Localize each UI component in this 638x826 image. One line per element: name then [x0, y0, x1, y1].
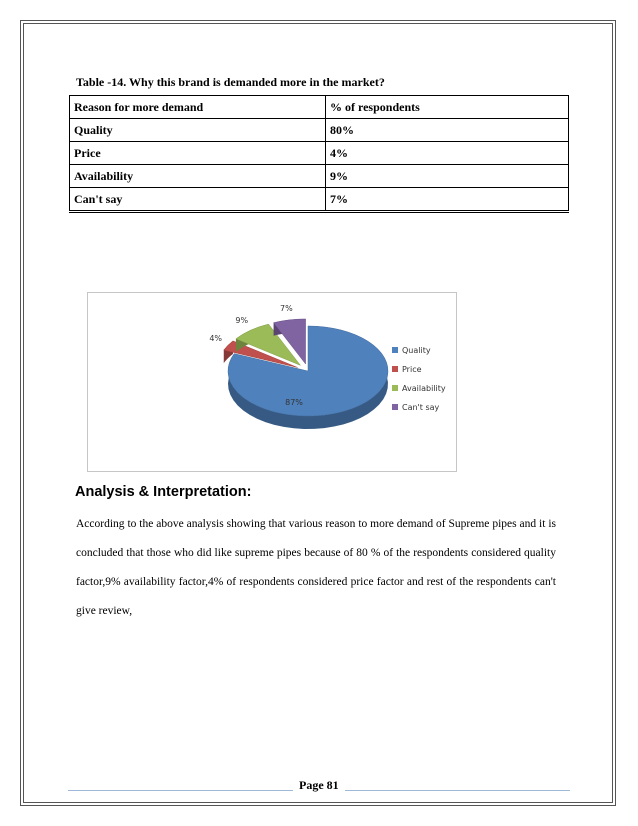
table-cell: 80% — [326, 119, 569, 142]
pie-chart-svg — [88, 293, 458, 473]
page-number: Page 81 — [299, 778, 339, 792]
legend-swatch-quality — [392, 347, 398, 353]
table-cell: 7% — [326, 188, 569, 212]
analysis-paragraph: According to the above analysis showing that various reason to more demand of Supreme pipes and it is concluded that those who did like supreme pipes because of 80 % of the respondents considered quality factor,9% availability factor,4% of respondents considered price factor and rest of the respondents can't give review, — [76, 518, 556, 617]
table-header-cell: % of respondents — [326, 96, 569, 119]
table-row — [70, 165, 569, 188]
legend-swatch-price — [392, 366, 398, 372]
legend-label-price: Price — [402, 365, 422, 374]
legend-swatch-availability — [392, 385, 398, 391]
table-caption: Table -14. Why this brand is demanded more in the market? — [76, 75, 385, 89]
table-cell: 4% — [326, 142, 569, 165]
table-cell: 9% — [326, 165, 569, 188]
legend-swatch-can-t-say — [392, 404, 398, 410]
table-cell: Quality — [70, 119, 326, 142]
data-label-quality: 87% — [285, 398, 303, 407]
data-label-availability: 9% — [235, 316, 249, 326]
legend-label-quality: Quality — [402, 346, 431, 355]
table-cell: Availability — [70, 165, 326, 188]
table-row — [70, 188, 569, 212]
table-row — [70, 142, 569, 165]
legend-label-availability: Availability — [402, 384, 446, 393]
data-label-price: 4% — [209, 333, 223, 343]
reason-table — [69, 95, 569, 213]
data-label-can-t-say: 7% — [280, 304, 293, 314]
legend-label-can-t-say: Can't say — [402, 403, 440, 412]
table-row — [70, 119, 569, 142]
table-header-row — [70, 96, 569, 119]
footer-rule-left — [68, 790, 293, 791]
footer-rule-right — [345, 790, 570, 791]
table-cell: Can't say — [70, 188, 326, 212]
analysis-heading: Analysis & Interpretation: — [75, 484, 252, 500]
table-cell: Price — [70, 142, 326, 165]
table-header-cell: Reason for more demand — [70, 96, 326, 119]
pie-chart — [87, 292, 457, 472]
